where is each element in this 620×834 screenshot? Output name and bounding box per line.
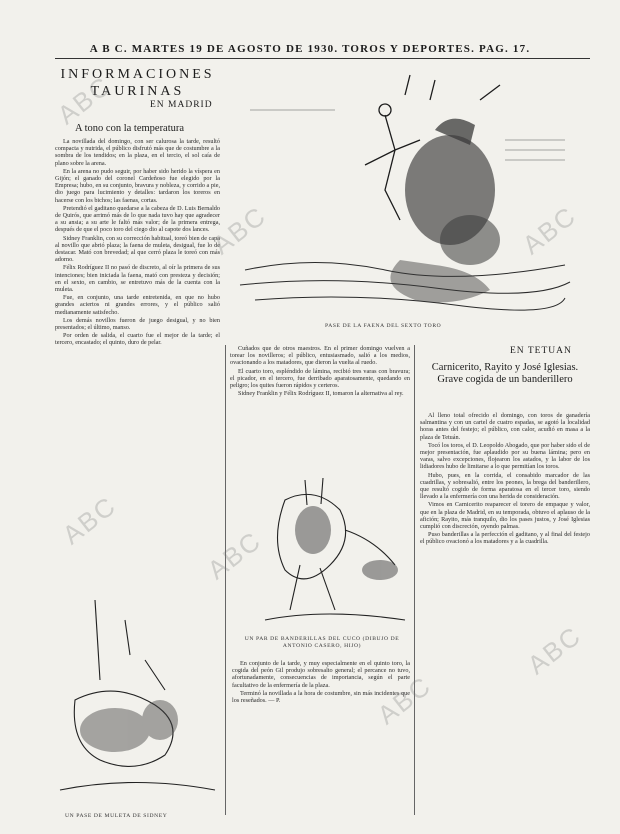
paragraph: En conjunto de la tarde, y muy especialmente en el quinto toro, la cogida del peón Gil produjo sobresalto general; el percance no tuvo, afortunadamente, consecuencias de importancia, según el parte facultativo de la enfermería de la plaza. bbox=[232, 660, 410, 689]
column-divider bbox=[414, 345, 415, 815]
banderillero-illustration bbox=[245, 470, 415, 635]
article-heading: A tono con la temperatura bbox=[75, 123, 185, 134]
left-column-text bbox=[55, 138, 220, 546]
right-column-text bbox=[420, 412, 590, 817]
paragraph: Sidney Franklin y Félix Rodríguez II, tomaron la alternativa al rey. bbox=[238, 390, 404, 398]
section-title: INFORMACIONES TAURINAS bbox=[60, 67, 215, 99]
paragraph: Cuñados que de otros maestros. En el primer domingo vuelven a torear los novilleros; el público, entusiasmado, salió a los medios, ovacionando a los matadores, que dieron la vuelta al ruedo. bbox=[230, 345, 410, 367]
location-label-madrid: EN MADRID bbox=[150, 100, 213, 110]
paragraph: Pretendió el gaditano quedarse a la cabeza de D. Luis Bernaldo de Quirós, que arrimó más de lo que nada tuvo hay que agradecer a su ansia; a su arte le faltó más valor; de la primera entrega, después de que el poco toro del ciego dio al capote dos lances. bbox=[55, 204, 220, 234]
muleta-illustration bbox=[55, 560, 220, 810]
caption-top-figure: PASE DE LA FAENA DEL SEXTO TORO bbox=[325, 323, 442, 329]
watermark-logo: ABC bbox=[56, 489, 123, 551]
paragraph: La novillada del domingo, con ser calurosa la tarde, resultó compacta y nutrida, el público disfrutó más que de costumbre a la sombra de los tendidos; en la plaza, en el tercio, el sol caía de plano sobre la arena. bbox=[55, 138, 220, 167]
header-rule bbox=[55, 58, 590, 59]
watermark-logo: ABC bbox=[206, 199, 273, 261]
paragraph: Vimos en Carnicerito reaparecer el torero de empaque y valor, que en la plaza de Madrid, en su temporada, obtuvo el aplauso de la afición; Rayito, más tranquilo, dio los pases justos, y José Iglesias cumplió con discreción, oyendo palmas. bbox=[420, 501, 590, 531]
paragraph: Terminó la novillada a la hora de costumbre, sin más incidentes que los reseñados. — P. bbox=[232, 689, 410, 705]
paragraph: Sidney Franklin, con su corrección habitual, toreó bien de capa al novillo que abrió plaza; la faena de muleta, desigual, fue lo de destacar. Mató con brevedad; al que cerró plaza le toreó con más adorno. bbox=[55, 234, 220, 264]
paragraph: Al lleno total ofrecido el domingo, con toros de ganadería salmantina y con un cartel de cuatro espadas, se agotó la localidad horas antes del festejo; el público, con calor, acudió en masa a la plaza de Tetuán. bbox=[420, 412, 590, 441]
location-label-tetuan: EN TETUAN bbox=[510, 346, 572, 356]
bullfight-illustration-top bbox=[235, 70, 575, 325]
watermark-logo: ABC bbox=[371, 669, 438, 731]
watermark-logo: ABC bbox=[201, 524, 268, 586]
caption-bottom-left-figure: UN PASE DE MULETA DE SIDNEY bbox=[65, 813, 168, 819]
watermark-logo: ABC bbox=[51, 69, 118, 131]
caption-middle-figure: UN PAR DE BANDERILLAS DEL CUCO (DIBUJO DE ANTONIO CASERO, HIJO) bbox=[244, 636, 400, 649]
paragraph: El cuarto toro, espléndido de lámina, recibió tres varas con bravura; el picador, en el tercero, fue derribado aparatosamente, quedando en peligro; los quites fueron rápidos y certeros. bbox=[230, 367, 410, 390]
paragraph: Tocó los toros, el D. Leopoldo Abogado, que por haber sido el de mejor presentación, fue aplaudido por su buena lámina; pero en varas, salvo excepciones, flojearon los astados, y la labor de los lidiadores hubo de limitarse a lo que permitían los toros. bbox=[420, 441, 590, 471]
paragraph: Félix Rodríguez II no pasó de discreto, al oír la primera de sus intenciones; bien iniciada la faena, mató con presteza y decisión; en el sexto, en cambio, se entretuvo más de la cuenta con la muleta. bbox=[55, 264, 220, 294]
watermark-logo: ABC bbox=[521, 619, 588, 681]
page-header: A B C. MARTES 19 DE AGOSTO DE 1930. TOROS Y DEPORTES. PAG. 17. bbox=[89, 43, 531, 55]
paragraph: Hubo, pues, en la corrida, el consabido marcador de las cuadrillas, y sobresalió, entre los peones, la brega del banderillero, que resultó cogido de forma aparatosa en el tercer toro, siendo llevado a la enfermería con una herida de consideración. bbox=[420, 471, 590, 501]
right-article-heading: Carnicerito, Rayito y José Iglesias. Grave cogida de un banderillero bbox=[431, 362, 579, 385]
paragraph: Por orden de salida, el cuarto fue el mejor de la tarde; el tercero, encastado; el quinto, duro de pelar. bbox=[55, 332, 220, 347]
watermark-logo: ABC bbox=[516, 199, 583, 261]
paragraph: Puso banderillas a la perfección el gaditano, y al final del festejo el público ovacionó a los matadores y a la cuadrilla. bbox=[420, 531, 590, 546]
paragraph: Fue, en conjunto, una tarde entretenida, en que no hubo grandes aciertos ni grandes errores, y el público salió medianamente satisfecho. bbox=[55, 294, 220, 316]
middle-column-text bbox=[230, 345, 410, 465]
paragraph: Los demás novillos fueron de juego desigual, y no bien presentados; el último, manso. bbox=[55, 316, 220, 332]
paragraph: En la arena no pudo seguir, por haber sido herido la víspera en Gijón; el ganado del coronel Cardeñoso fue elegido por la Empresa; hubo, en su conjunto, bravura y nobleza, y corrido a pie, dio juego para lucimiento y detalles: tardaron los toreros en hacerse con los bichos; las faenas, cortas. bbox=[55, 167, 220, 204]
